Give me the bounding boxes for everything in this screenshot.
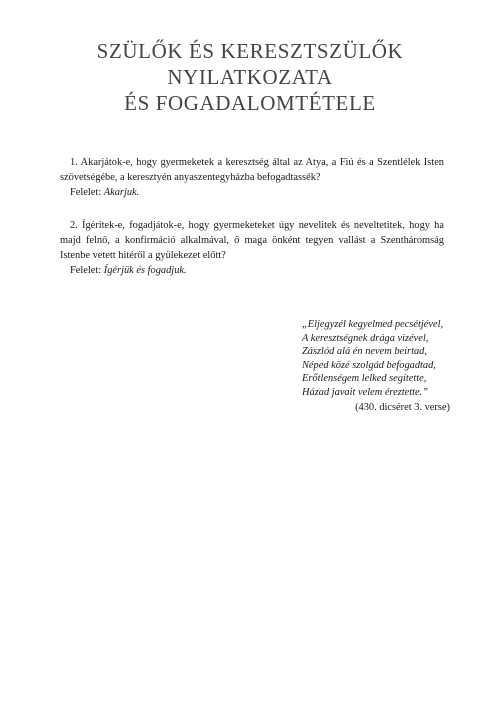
hymn-line: Zászlód alá én nevem beírtad, [302, 346, 427, 358]
question-2 [60, 218, 444, 278]
question-1-text: 1. Akarjátok-e, hogy gyermeketek a keresztség által az Atya, a Fiú és a Szentlélek Isten szövetségébe, a keresztyén anyaszentegyházba befogadtassék? [60, 157, 444, 183]
answer-1 [60, 185, 444, 200]
answer-2-text: Ígérjük és fogadjuk. [103, 265, 187, 276]
answer-1-label: Felelet: [70, 187, 102, 198]
page-title [0, 38, 500, 116]
hymn-reference: (430. dicséret 3. verse) [355, 401, 450, 413]
title-line-1: SZÜLŐK ÉS KERESZTSZÜLŐK [96, 39, 404, 63]
hymn-line: „Eljegyzél kegyelmed pecsétjével, [302, 319, 444, 330]
question-1 [60, 155, 444, 200]
title-line-2: NYILATKOZATA [167, 65, 333, 89]
hymn-line: Erőtlenségem lelked segítette, [302, 373, 427, 385]
title-line-3: ÉS FOGADALOMTÉTELE [124, 91, 376, 115]
hymn-line: Néped közé szolgád befogadtad, [302, 359, 436, 371]
hymn-line: A keresztségnek drága vizével, [302, 332, 429, 344]
answer-2-label: Felelet: [70, 265, 102, 276]
answer-2 [60, 263, 444, 278]
answer-1-text: Akarjuk. [103, 187, 140, 198]
hymn-quote [302, 318, 452, 414]
question-2-text: 2. Ígéritek-e, fogadjátok-e, hogy gyermeketeket úgy nevelitek és neveltetitek, hogy ha majd felnő, a konfirmáció alkalmával, ő maga önként tegyen vallást a Szentháromság Istenbe vetett hitéről a gyülekezet előtt? [60, 220, 444, 261]
hymn-line: Házad javait velem éreztette.” [302, 386, 429, 398]
